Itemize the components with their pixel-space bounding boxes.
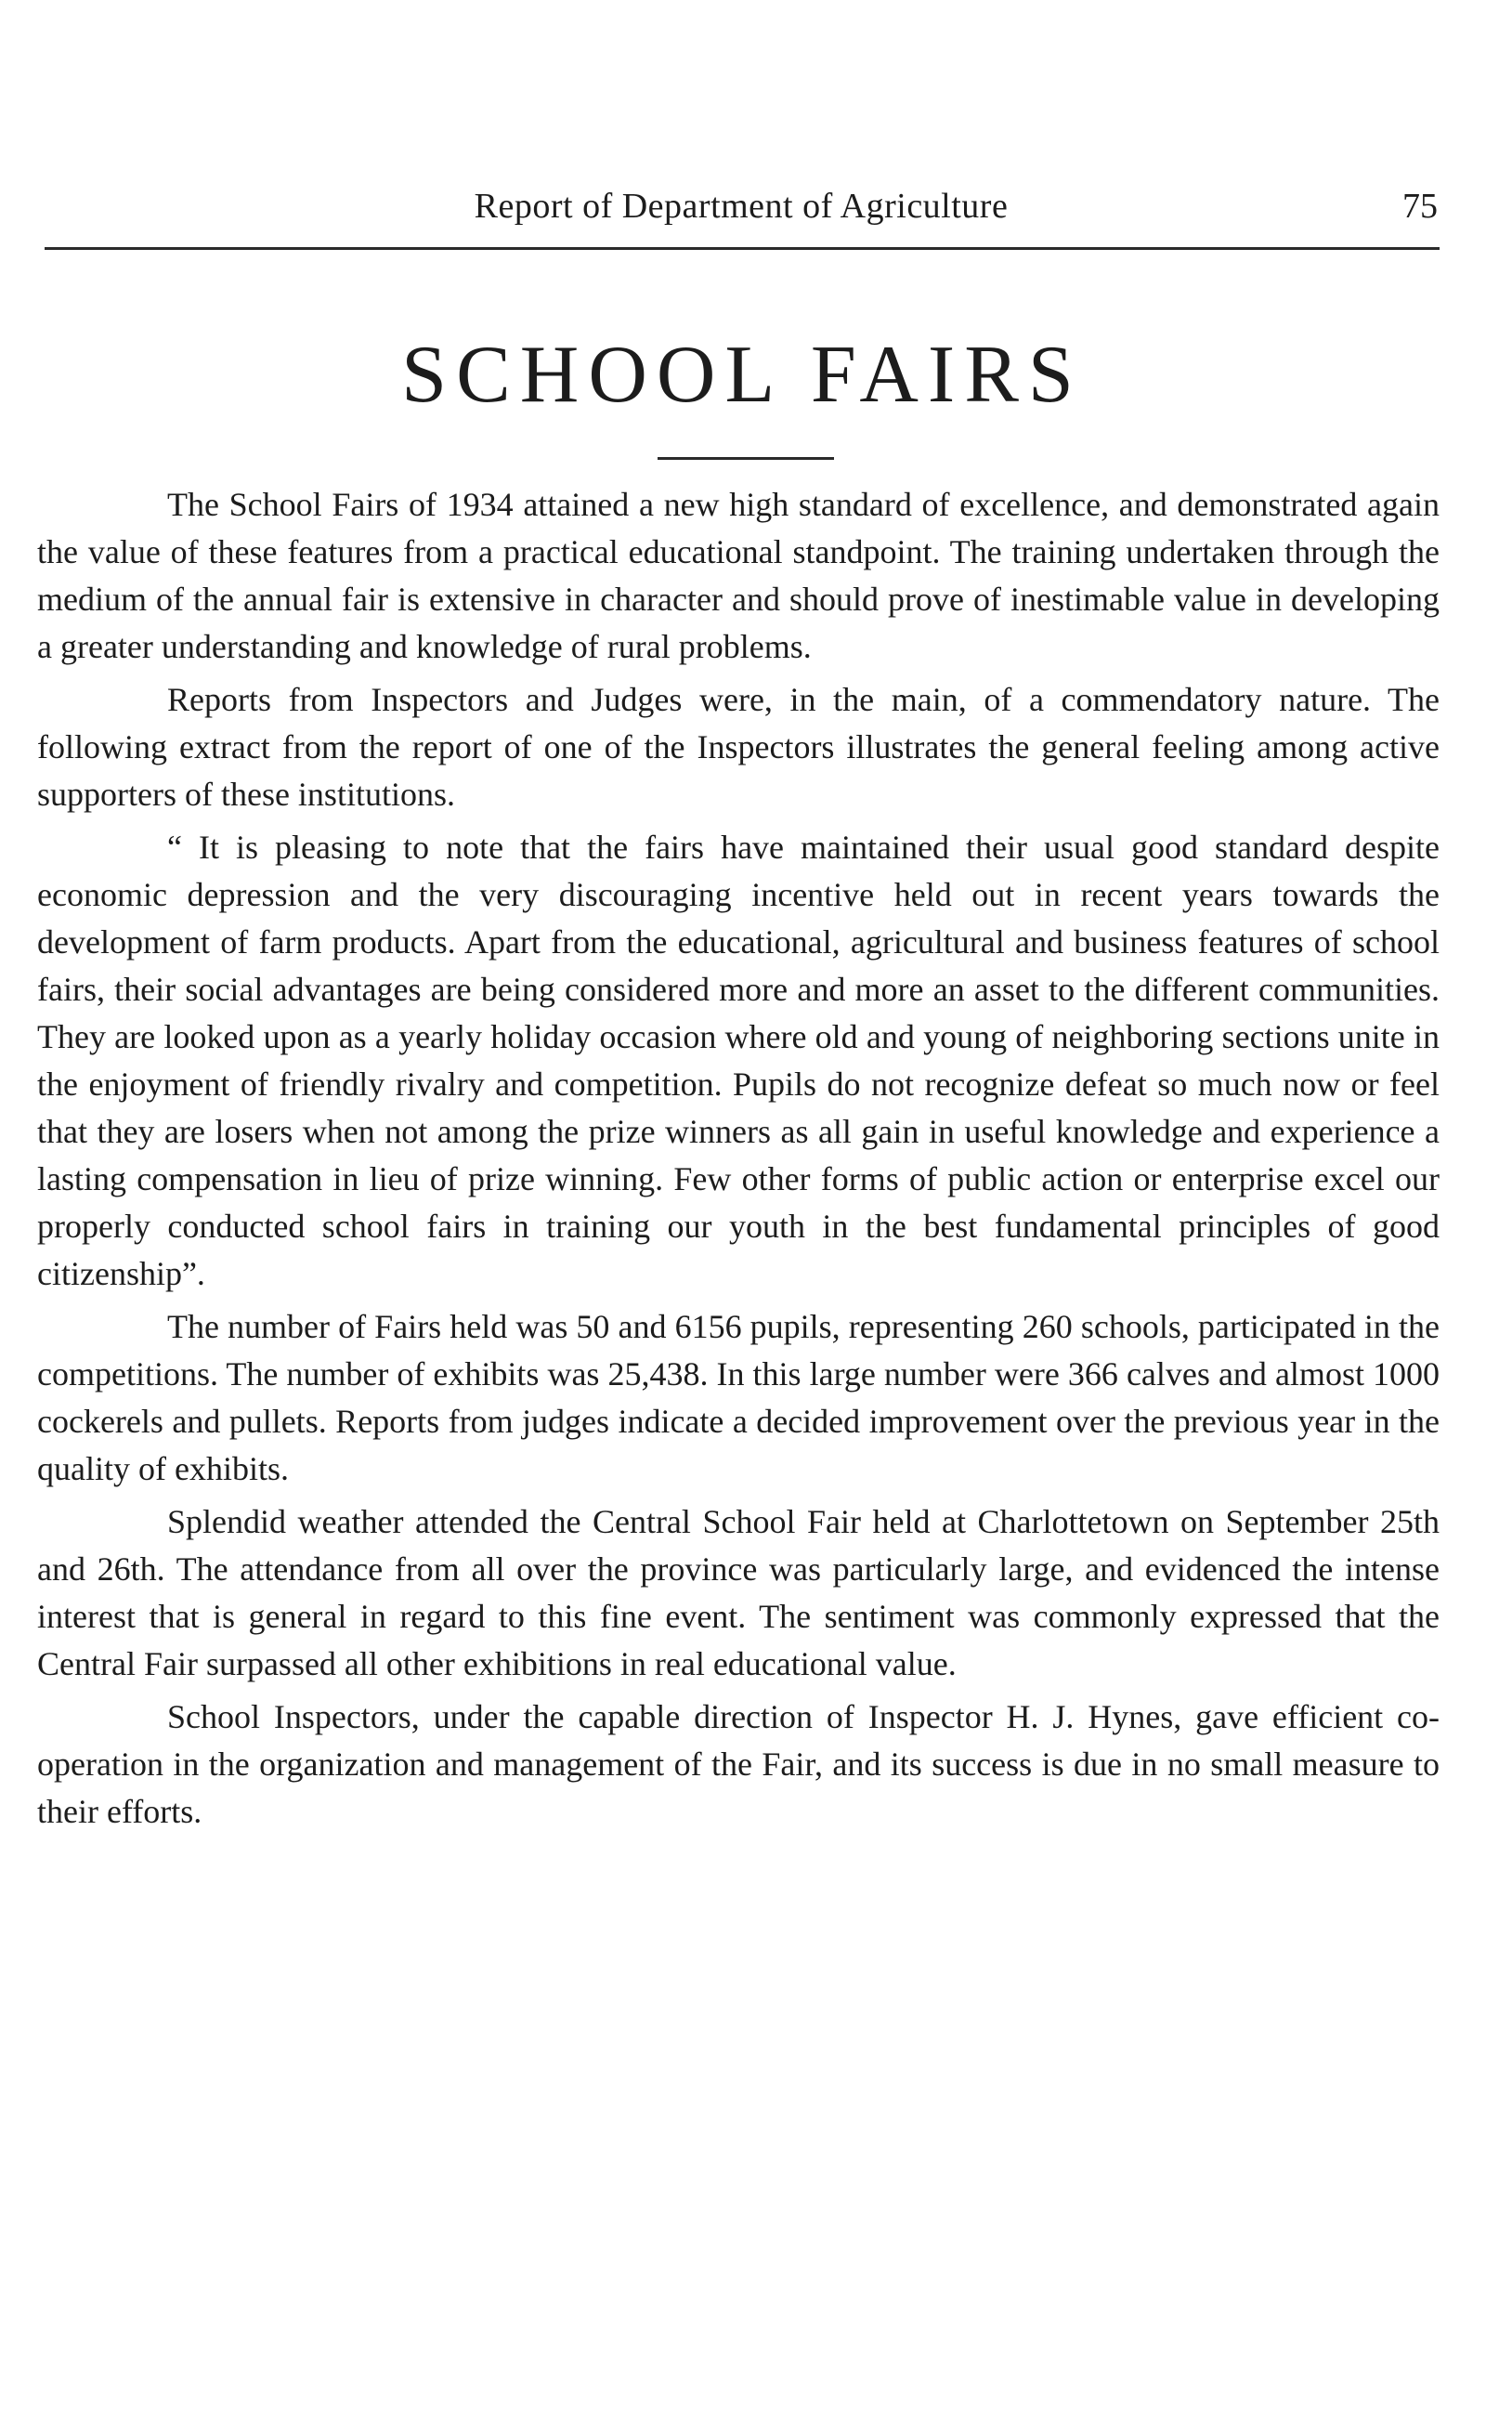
header-rule [45, 247, 1440, 250]
page-number: 75 [1402, 187, 1438, 226]
paragraph-2: Reports from Inspectors and Judges were, in the main, of a commendatory nature. The following extract from the report of one of the Inspectors illustrates the general feeling among active supporters of these institutions. [37, 681, 1440, 813]
body-text [37, 481, 1440, 1841]
paragraph-3: “ It is pleasing to note that the fairs have maintained their usual good standard despite economic depression and the very discouraging incentive held out in recent years towards the development of farm products. Apart from the educational, agricultural and business features of school fairs, their social advantages are being considered more and more an asset to the different communities. They are looked upon as a yearly holiday occasion where old and young of neighboring sections unite in the enjoyment of friendly rivalry and competition. Pupils do not recognize defeat so much now or feel that they are losers when not among the prize winners as all gain in useful knowledge and experience a lasting compensation in lieu of prize winning. Few other forms of public action or enterprise excel our properly conducted school fairs in training our youth in the best fundamental principles of good citizenship”. [37, 829, 1440, 1292]
running-head-title: Report of Department of Agriculture [474, 187, 1009, 226]
paragraph-4: The number of Fairs held was 50 and 6156 pupils, representing 260 schools, participated in the competitions. The number of exhibits was 25,438. In this large number were 366 calves and almost 1000 cockerels and pullets. Reports from judges indicate a decided improvement over the previous year in the quality of exhibits. [37, 1308, 1440, 1487]
paragraph-6: School Inspectors, under the capable direction of Inspector H. J. Hynes, gave efficient co-operation in the organization and management of the Fair, and its success is due in no small measure to their efforts. [37, 1698, 1440, 1830]
title-underline-rule [658, 457, 834, 460]
running-head [45, 186, 1438, 243]
paragraph-5: Splendid weather attended the Central School Fair held at Charlottetown on September 25th and 26th. The attendance from all over the province was particularly large, and evidenced the intense interest that is general in regard to this fine event. The sentiment was commonly expressed that the Central Fair surpassed all other exhibitions in real educational value. [37, 1503, 1440, 1682]
page-title: SCHOOL FAIRS [401, 330, 1083, 420]
paragraph-1: The School Fairs of 1934 attained a new high standard of excellence, and demonstrated again the value of these features from a practical educational standpoint. The training undertaken through the medium of the annual fair is extensive in character and should prove of inestimable value in developing a greater understanding and knowledge of rural problems. [37, 486, 1440, 665]
